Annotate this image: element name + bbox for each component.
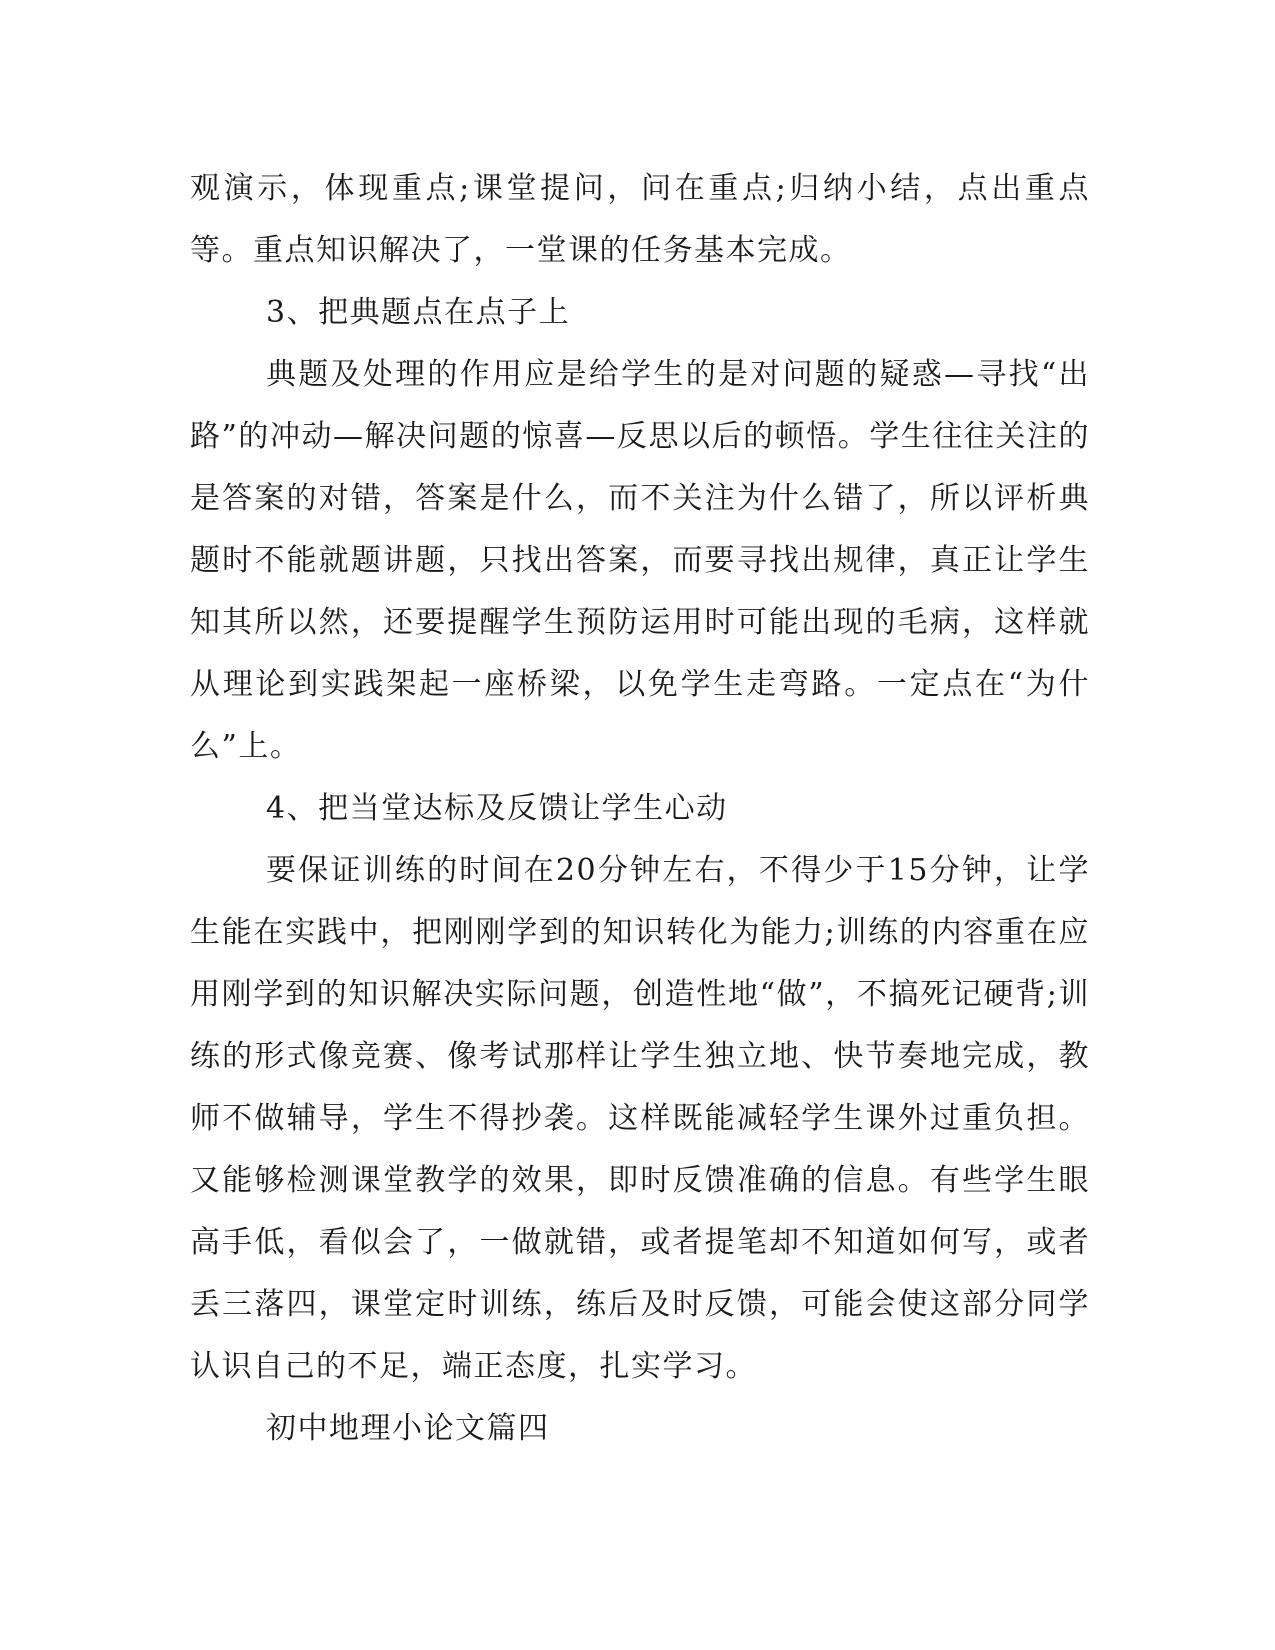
- document-body: [190, 158, 1090, 1460]
- paragraph-typical-problems: 典题及处理的作用应是给学生的是对问题的疑惑—寻找“出路”的冲动—解决问题的惊喜—反思以后的顿悟。学生往往关注的是答案的对错，答案是什么，而不关注为什么错了，所以评析典题时不能就题讲题，只找出答案，而要寻找出规律，真正让学生知其所以然，还要提醒学生预防运用时可能出现的毛病，这样就从理论到实践架起一座桥梁，以免学生走弯路。一定点在“为什么”上。: [190, 357, 1090, 764]
- paragraph-continuation: 观演示，体现重点;课堂提问，问在重点;归纳小结，点出重点等。重点知识解决了，一堂课的任务基本完成。: [190, 171, 1090, 268]
- section-heading-3: 3、把典题点在点子上: [266, 295, 571, 330]
- paragraph-classroom-practice: 要保证训练的时间在20分钟左右，不得少于15分钟，让学生能在实践中，把刚刚学到的知识转化为能力;训练的内容重在应用刚学到的知识解决实际问题，创造性地“做”，不搞死记硬背;训练的形式像竞赛、像考试那样让学生独立地、快节奏地完成，教师不做辅导，学生不得抄袭。这样既能减轻学生课外过重负担。又能够检测课堂教学的效果，即时反馈准确的信息。有些学生眼高手低，看似会了，一做就错，或者提笔却不知道如何写，或者丢三落四，课堂定时训练，练后及时反馈，可能会使这部分同学认识自己的不足，端正态度，扎实学习。: [190, 853, 1090, 1384]
- article-title-part-four: 初中地理小论文篇四: [266, 1411, 550, 1446]
- section-heading-4: 4、把当堂达标及反馈让学生心动: [266, 791, 728, 826]
